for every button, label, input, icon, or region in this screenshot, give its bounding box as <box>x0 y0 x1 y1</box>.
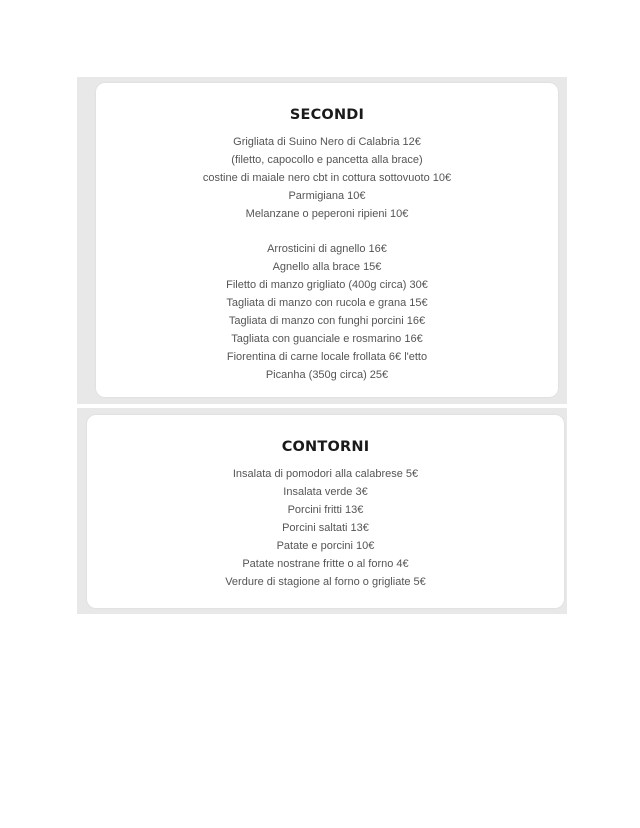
menu-item: Melanzane o peperoni ripieni 10€ <box>245 208 409 220</box>
menu-item: Agnello alla brace 15€ <box>272 261 382 273</box>
contorni-section <box>77 408 567 614</box>
menu-item: Picanha (350g circa) 25€ <box>265 369 389 381</box>
menu-item: Insalata verde 3€ <box>283 486 368 498</box>
contorni-menu-list <box>87 465 564 591</box>
menu-item: Porcini fritti 13€ <box>287 504 364 516</box>
menu-item: Verdure di stagione al forno o grigliate 5€ <box>225 576 426 588</box>
menu-item: Porcini saltati 13€ <box>282 522 369 534</box>
contorni-card <box>87 415 564 608</box>
menu-item: (filetto, capocollo e pancetta alla brace) <box>231 154 423 166</box>
secondi-section <box>77 77 567 404</box>
menu-spacer <box>96 223 558 240</box>
menu-item: Grigliata di Suino Nero di Calabria 12€ <box>233 136 421 148</box>
menu-item: Tagliata di manzo con funghi porcini 16€ <box>228 315 426 327</box>
menu-item: Arrosticini di agnello 16€ <box>267 243 387 255</box>
menu-item: Tagliata con guanciale e rosmarino 16€ <box>231 333 423 345</box>
menu-item: Fiorentina di carne locale frollata 6€ l'etto <box>226 351 428 363</box>
menu-item: Patate e porcini 10€ <box>276 540 375 552</box>
menu-item: costine di maiale nero cbt in cottura sottovuoto 10€ <box>202 172 452 184</box>
contorni-title: CONTORNI <box>281 439 370 455</box>
secondi-title: SECONDI <box>289 107 365 123</box>
secondi-card <box>96 83 558 397</box>
menu-item: Tagliata di manzo con rucola e grana 15€ <box>226 297 428 309</box>
menu-item: Parmigiana 10€ <box>288 190 366 202</box>
menu-item: Filetto di manzo grigliato (400g circa) 30€ <box>226 279 428 291</box>
secondi-menu-list <box>96 133 558 384</box>
menu-item: Patate nostrane fritte o al forno 4€ <box>242 558 409 570</box>
menu-item: Insalata di pomodori alla calabrese 5€ <box>232 468 419 480</box>
